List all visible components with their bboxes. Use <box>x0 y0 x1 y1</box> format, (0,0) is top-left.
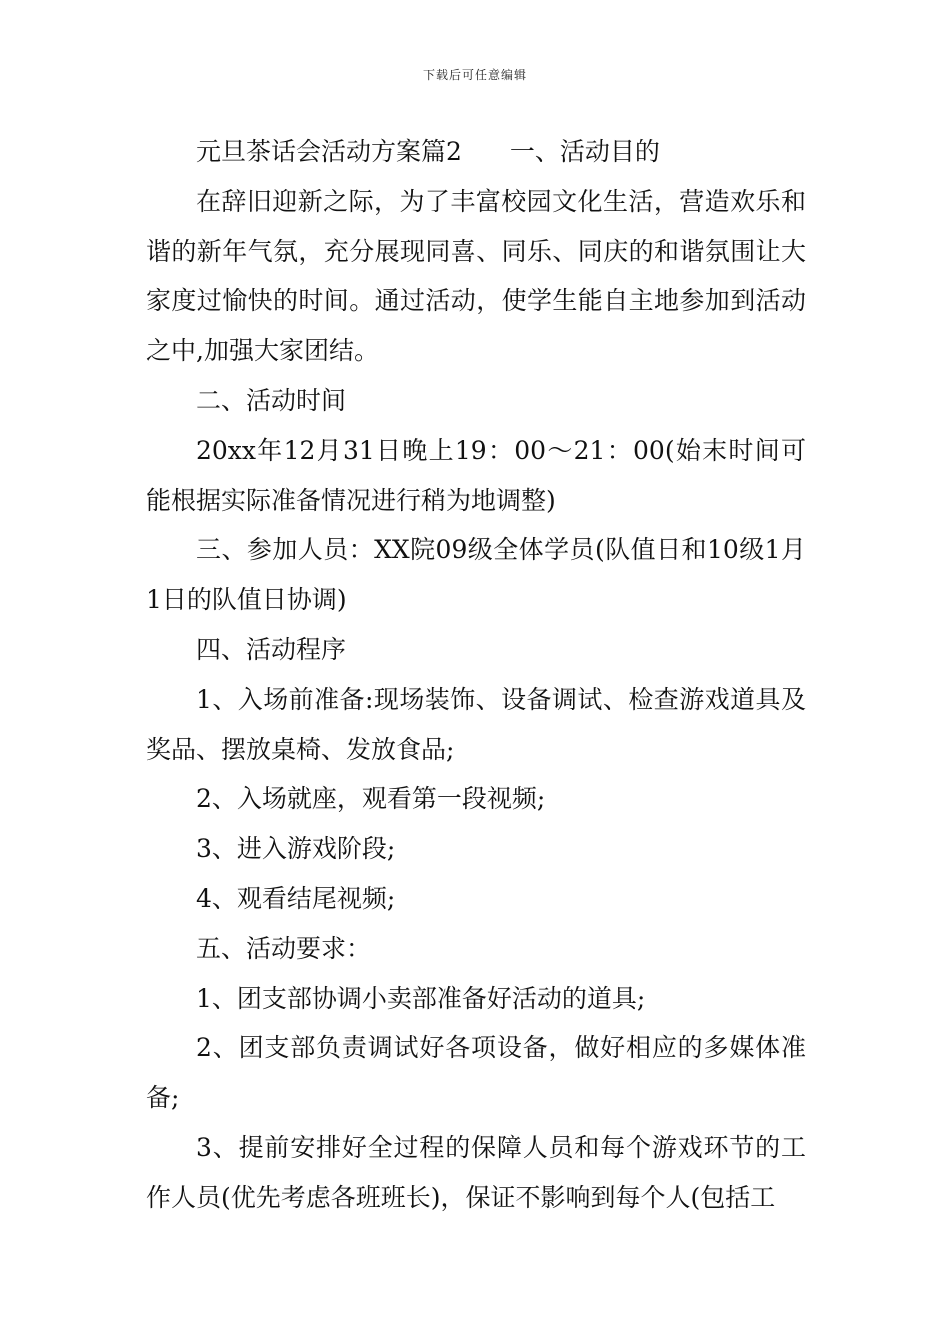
paragraph-purpose: 在辞旧迎新之际，为了丰富校园文化生活，营造欢乐和谐的新年气氛，充分展现同喜、同乐、同庆的和谐氛围让大家度过愉快的时间。通过活动，使学生能自主地参加到活动之中,加强大家团结。 <box>146 186 806 366</box>
requirement-item-2: 2、团支部负责调试好各项设备，做好相应的多媒体准备; <box>146 1033 806 1113</box>
procedure-item-4: 4、观看结尾视频; <box>196 883 396 913</box>
document-title: 元旦茶话会活动方案篇2 <box>196 137 462 166</box>
header-note: 下载后可任意编辑 <box>422 68 527 82</box>
section-heading-procedure: 四、活动程序 <box>196 634 347 664</box>
section-heading-requirements: 五、活动要求： <box>196 933 372 963</box>
paragraph-participants: 三、参加人员：XX院09级全体学员(队值日和10级1月1日的队值日协调) <box>146 535 806 615</box>
document-body <box>146 127 806 1223</box>
section-heading-time: 二、活动时间 <box>196 385 347 415</box>
procedure-item-2: 2、入场就座，观看第一段视频; <box>196 784 546 814</box>
title-line <box>146 127 806 177</box>
section-heading-purpose: 一、活动目的 <box>509 137 660 166</box>
procedure-item-1: 1、入场前准备:现场装饰、设备调试、检查游戏道具及奖品、摆放桌椅、发放食品; <box>146 684 806 764</box>
procedure-item-3: 3、进入游戏阶段; <box>196 834 396 864</box>
requirement-item-3: 3、提前安排好全过程的保障人员和每个游戏环节的工作人员(优先考虑各班班长)，保证不影响到每个人(包括工 <box>146 1132 806 1212</box>
requirement-item-1: 1、团支部协调小卖部准备好活动的道具; <box>196 983 646 1013</box>
paragraph-time: 20xx年12月31日晚上19：00～21：00(始末时间可能根据实际准备情况进行稍为地调整) <box>146 435 806 515</box>
